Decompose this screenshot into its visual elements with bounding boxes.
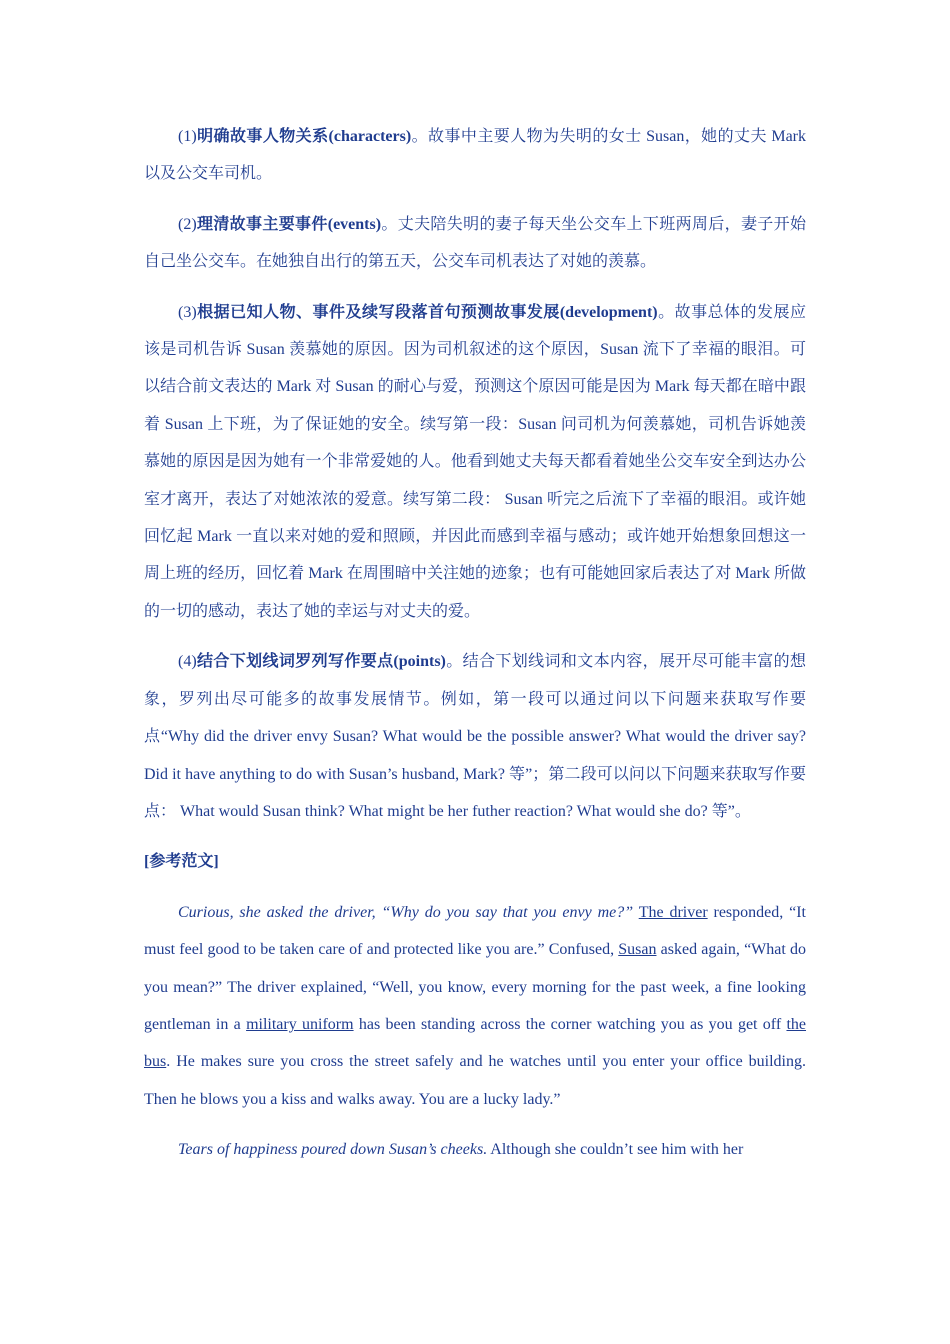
text-run: . He makes sure you cross the street safely and he watches until you enter your office building. Then he blows you a kiss and walks away. You are a lucky lady.” — [144, 1053, 806, 1108]
reference-paragraph-2 — [144, 1131, 806, 1168]
point-body: 。故事总体的发展应该是司机告诉 Susan 羡慕她的原因。因为司机叙述的这个原因，Susan 流下了幸福的眼泪。可以结合前文表达的 Mark 对 Susan 的耐心与爱，预测这个原因可能是因为 Mark 每天都在暗中跟着 Susan 上下班，为了保证她的安全。续写第一段：Susan 问司机为何羡慕她，司机告诉她羡慕她的原因是因为她有一个非常爱她的人。他看到她丈夫每天都看着她坐公交车安全到达办公室才离开，表达了对她浓浓的爱意。续写第二段： Susan 听完之后流下了幸福的眼泪。或许她回忆起 Mark 一直以来对她的爱和照顾，并因此而感到幸福与感动；或许她开始想象回想这一周上班的经历，回忆着 Mark 在周围暗中关注她的迹象；也有可能她回家后表达了对 Mark 所做的一切的感动，表达了她的幸运与对丈夫的爱。 — [144, 303, 806, 620]
analysis-point-4 — [144, 643, 806, 830]
point-body: 。故事中主要人物为失明的女士 Susan，她的丈夫 Mark 以及公交车司机。 — [144, 128, 806, 183]
point-heading: 根据已知人物、事件及续写段落首句预测故事发展(development) — [196, 303, 658, 321]
paragraph-opening-sentence: Tears of happiness poured down Susan’s cheeks. — [178, 1141, 488, 1159]
underlined-keyword: the bus — [144, 1015, 807, 1071]
point-number: (3) — [178, 303, 197, 321]
point-heading: 明确故事人物关系(characters) — [196, 128, 412, 145]
underlined-keyword: military uniform — [246, 1015, 354, 1033]
analysis-point-2 — [144, 206, 806, 281]
text-run: Although she couldn’t see him with her — [487, 1141, 744, 1159]
reference-paragraph-1 — [144, 894, 806, 1118]
paragraph-opening-sentence: Curious, she asked the driver, “Why do you say that you envy me?” — [178, 903, 634, 921]
point-body: 。结合下划线词和文本内容，展开尽可能丰富的想象，罗列出尽可能多的故事发展情节。例如，第一段可以通过问以下问题来获取写作要点“Why did the driver envy Susan? What would be the possible answer? What would the driver say? Did it have anything to do with Susan’s husband, Mark? 等”；第二段可以问以下问题来获取写作要点： What would Susan think? What might be her futher reaction? What would she do? 等”。 — [144, 653, 807, 820]
point-body: 。丈夫陪失明的妻子每天坐公交车上下班两周后，妻子开始自己坐公交车。在她独自出行的第五天，公交车司机表达了对她的羡慕。 — [144, 215, 806, 271]
point-number: (4) — [178, 653, 197, 671]
text-run: asked again, “What do you mean?” The driver explained, “Well, you know, every morning for the past week, a fine looking gentleman in a — [144, 941, 807, 1033]
document-page — [144, 118, 806, 1182]
text-run: responded, “It must feel good to be taken care of and protected like you are.” Confused, — [144, 903, 806, 959]
point-number: (1) — [178, 128, 197, 145]
reference-essay-title: [参考范文] — [144, 853, 219, 871]
point-number: (2) — [178, 215, 197, 233]
analysis-point-1 — [144, 118, 806, 193]
underlined-keyword: Susan — [618, 941, 657, 959]
analysis-point-3 — [144, 294, 806, 631]
text-run: has been standing across the corner watching you as you get off — [353, 1015, 787, 1033]
point-heading: 理清故事主要事件(events) — [196, 215, 382, 233]
point-heading: 结合下划线词罗列写作要点(points) — [196, 653, 446, 671]
underlined-keyword: The driver — [638, 903, 708, 921]
